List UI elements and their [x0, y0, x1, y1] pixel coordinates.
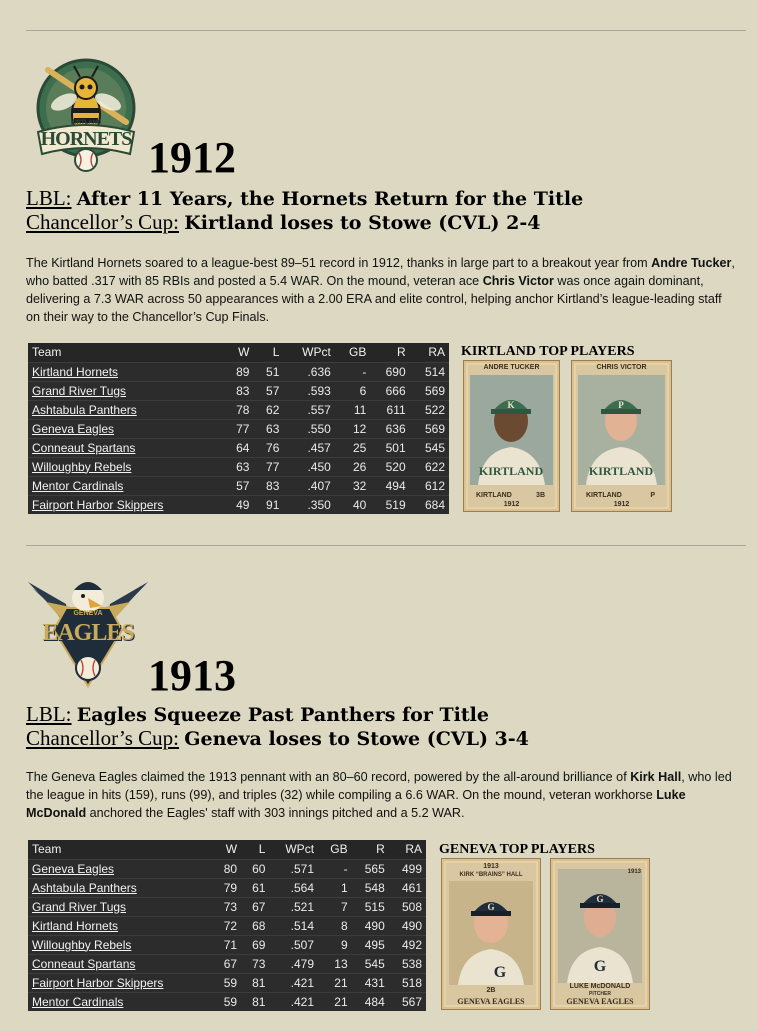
stat-cell-ra: 545	[410, 438, 449, 457]
svg-text:G: G	[493, 964, 507, 981]
svg-text:K: K	[507, 400, 515, 410]
table-row	[28, 992, 426, 1011]
column-header-wpct: WPct	[283, 343, 334, 362]
stat-cell-ra: 518	[389, 973, 426, 992]
stat-cell-ra: 514	[410, 362, 449, 381]
card-year: 1912	[503, 501, 520, 508]
standings-table	[28, 343, 449, 514]
svg-text:G: G	[596, 894, 604, 904]
card-pos: 3B	[536, 492, 545, 499]
player-card-chris-victor[interactable]	[571, 360, 672, 512]
table-row	[28, 419, 449, 438]
stat-cell-gb: 7	[318, 897, 352, 916]
card-year: 1913	[483, 863, 499, 870]
table-row	[28, 859, 426, 878]
stat-cell-l: 81	[241, 992, 269, 1011]
team-link[interactable]: Kirtland Hornets	[32, 918, 119, 933]
stat-cell-l: 81	[241, 973, 269, 992]
table-row	[28, 476, 449, 495]
stat-cell-w: 72	[213, 916, 241, 935]
cup-headline	[26, 726, 529, 751]
card-team: KIRTLAND	[476, 492, 512, 499]
stat-cell-gb: 12	[335, 419, 371, 438]
stat-cell-ra: 492	[389, 935, 426, 954]
svg-text:G: G	[487, 902, 495, 912]
column-header-wpct: WPct	[269, 840, 318, 859]
column-header-r: R	[370, 343, 409, 362]
stat-cell-gb: 26	[335, 457, 371, 476]
card-name: ANDRE TUCKER	[483, 364, 540, 371]
column-header-l: L	[241, 840, 269, 859]
table-row	[28, 878, 426, 897]
team-cell	[28, 954, 213, 973]
stat-cell-wpct: .571	[269, 859, 318, 878]
card-role: PITCHER	[589, 991, 611, 997]
stat-cell-gb: 25	[335, 438, 371, 457]
season-summary	[26, 768, 738, 822]
team-cell	[28, 897, 213, 916]
card-name: LUKE McDONALD	[569, 983, 631, 990]
stat-cell-gb: 21	[318, 992, 352, 1011]
stat-cell-r: 666	[370, 381, 409, 400]
card-name: KIRK “BRAINS” HALL	[459, 872, 523, 878]
logo-city: KIRTLAND	[70, 120, 102, 126]
stat-cell-gb: -	[318, 859, 352, 878]
stat-cell-wpct: .521	[269, 897, 318, 916]
team-link[interactable]: Grand River Tugs	[32, 899, 127, 914]
cup-title: Geneva loses to Stowe (CVL) 3-4	[184, 728, 529, 750]
team-cell	[28, 476, 223, 495]
stat-cell-w: 57	[223, 476, 253, 495]
card-year: 1913	[627, 869, 641, 875]
team-cell	[28, 457, 223, 476]
stat-cell-wpct: .564	[269, 878, 318, 897]
stat-cell-wpct: .479	[269, 954, 318, 973]
stat-cell-ra: 461	[389, 878, 426, 897]
league-label: LBL:	[26, 186, 72, 210]
card-pos: 2B	[486, 987, 496, 994]
card-year: 1912	[613, 501, 630, 508]
stat-cell-w: 59	[213, 973, 241, 992]
stat-cell-w: 63	[223, 457, 253, 476]
player-portrait-icon	[572, 361, 671, 511]
stat-cell-wpct: .636	[283, 362, 334, 381]
stat-cell-gb: 40	[335, 495, 371, 514]
column-header-ra: RA	[389, 840, 426, 859]
section-divider	[26, 30, 746, 31]
column-header-ra: RA	[410, 343, 449, 362]
stat-cell-gb: 8	[318, 916, 352, 935]
league-label: LBL:	[26, 702, 72, 726]
player-name: Kirk Hall	[630, 770, 682, 784]
stat-cell-l: 91	[253, 495, 283, 514]
column-header-w: W	[213, 840, 241, 859]
cup-label: Chancellor’s Cup:	[26, 726, 180, 750]
season-year: 1912	[148, 133, 236, 182]
logo-team: HORNETS	[40, 128, 132, 150]
stat-cell-r: 494	[370, 476, 409, 495]
team-cell	[28, 859, 213, 878]
stat-cell-wpct: .514	[269, 916, 318, 935]
table-row	[28, 973, 426, 992]
cup-label: Chancellor’s Cup:	[26, 210, 180, 234]
summary-text: , who led the league in hits (159), runs (99), and triples (32) while compiling a 6.6 WAR. On the mound, veteran workhorse	[26, 770, 732, 802]
team-link[interactable]: Mentor Cardinals	[32, 994, 124, 1009]
stat-cell-w: 89	[223, 362, 253, 381]
stat-cell-ra: 569	[410, 381, 449, 400]
geneva-eagles-logo	[26, 568, 150, 690]
stat-cell-ra: 490	[389, 916, 426, 935]
team-link[interactable]: Conneaut Spartans	[32, 440, 136, 455]
card-name: CHRIS VICTOR	[596, 364, 647, 371]
team-link[interactable]: Kirtland Hornets	[32, 364, 119, 379]
player-name: Chris Victor	[482, 274, 554, 288]
column-header-gb: GB	[318, 840, 352, 859]
player-name: Andre Tucker	[651, 256, 732, 270]
stat-cell-ra: 499	[389, 859, 426, 878]
team-cell	[28, 495, 223, 514]
team-cell	[28, 400, 223, 419]
table-row	[28, 495, 449, 514]
stat-cell-r: 490	[352, 916, 389, 935]
stat-cell-wpct: .593	[283, 381, 334, 400]
table-header-row	[28, 343, 449, 362]
column-header-team: Team	[28, 840, 213, 859]
summary-text: The Geneva Eagles claimed the 1913 pennant with an 80–60 record, powered by the all-around brilliance of	[26, 770, 631, 784]
stat-cell-l: 63	[253, 419, 283, 438]
stat-cell-wpct: .550	[283, 419, 334, 438]
stat-cell-gb: 9	[318, 935, 352, 954]
team-link[interactable]: Willoughby Rebels	[32, 459, 132, 474]
team-cell	[28, 935, 213, 954]
stat-cell-ra: 622	[410, 457, 449, 476]
stat-cell-w: 59	[213, 992, 241, 1011]
stat-cell-r: 520	[370, 457, 409, 476]
table-row	[28, 935, 426, 954]
stat-cell-l: 76	[253, 438, 283, 457]
table-row	[28, 362, 449, 381]
player-portrait-icon	[464, 361, 559, 511]
stat-cell-ra: 522	[410, 400, 449, 419]
section-divider	[26, 545, 746, 546]
stat-cell-wpct: .407	[283, 476, 334, 495]
summary-text: was once again dominant, delivering a 7.3 WAR across 50 appearances with a 2.00 ERA and elite control, helping anchor Kirtland’s league-leading staff on their way to the Chancellor’s Cup Finals.	[26, 274, 722, 324]
team-link[interactable]: Conneaut Spartans	[32, 956, 136, 971]
card-pos: P	[650, 492, 655, 499]
card-team: GENEVA EAGLES	[566, 997, 634, 1006]
table-row	[28, 897, 426, 916]
stat-cell-l: 68	[241, 916, 269, 935]
stat-cell-gb: 6	[335, 381, 371, 400]
column-header-r: R	[352, 840, 389, 859]
standings-table	[28, 840, 426, 1011]
table-header-row	[28, 840, 426, 859]
team-cell	[28, 973, 213, 992]
stat-cell-r: 515	[352, 897, 389, 916]
stat-cell-l: 51	[253, 362, 283, 381]
top-players-title: GENEVA TOP PLAYERS	[439, 842, 595, 857]
stat-cell-r: 690	[370, 362, 409, 381]
stat-cell-gb: 1	[318, 878, 352, 897]
stat-cell-l: 61	[241, 878, 269, 897]
team-link[interactable]: Grand River Tugs	[32, 383, 127, 398]
table-row	[28, 400, 449, 419]
stat-cell-r: 501	[370, 438, 409, 457]
stat-cell-wpct: .457	[283, 438, 334, 457]
stat-cell-wpct: .421	[269, 992, 318, 1011]
card-team: GENEVA EAGLES	[457, 997, 525, 1006]
card-team: KIRTLAND	[586, 492, 622, 499]
stat-cell-w: 67	[213, 954, 241, 973]
stat-cell-w: 64	[223, 438, 253, 457]
svg-text:KIRTLAND: KIRTLAND	[478, 464, 544, 478]
summary-text: , who batted .317 with 85 RBIs and posted a 5.4 WAR. On the mound, veteran ace	[26, 256, 735, 288]
svg-text:KIRTLAND: KIRTLAND	[588, 464, 654, 478]
stat-cell-gb: 13	[318, 954, 352, 973]
stat-cell-l: 57	[253, 381, 283, 400]
stat-cell-wpct: .507	[269, 935, 318, 954]
cup-headline	[26, 210, 540, 235]
league-headline	[26, 702, 489, 727]
svg-text:P: P	[618, 400, 624, 410]
stat-cell-l: 77	[253, 457, 283, 476]
kirtland-hornets-logo	[30, 52, 142, 176]
stat-cell-gb: 11	[335, 400, 371, 419]
season-year: 1913	[148, 651, 236, 700]
stat-cell-r: 495	[352, 935, 389, 954]
stat-cell-r: 545	[352, 954, 389, 973]
stat-cell-r: 484	[352, 992, 389, 1011]
team-cell	[28, 419, 223, 438]
stat-cell-ra: 684	[410, 495, 449, 514]
stat-cell-wpct: .350	[283, 495, 334, 514]
stat-cell-l: 73	[241, 954, 269, 973]
stat-cell-r: 548	[352, 878, 389, 897]
column-header-team: Team	[28, 343, 223, 362]
stat-cell-ra: 569	[410, 419, 449, 438]
team-link[interactable]: Ashtabula Panthers	[32, 880, 137, 895]
stat-cell-r: 431	[352, 973, 389, 992]
stat-cell-gb: -	[335, 362, 371, 381]
stat-cell-w: 83	[223, 381, 253, 400]
team-cell	[28, 438, 223, 457]
stat-cell-wpct: .557	[283, 400, 334, 419]
table-row	[28, 381, 449, 400]
team-cell	[28, 916, 213, 935]
summary-text: The Kirtland Hornets soared to a league-best 89–51 record in 1912, thanks in large part to a breakout year from	[26, 256, 652, 270]
stat-cell-w: 77	[223, 419, 253, 438]
svg-text:G: G	[593, 958, 607, 975]
league-title: Eagles Squeeze Past Panthers for Title	[76, 704, 489, 726]
league-headline	[26, 186, 583, 211]
stat-cell-w: 49	[223, 495, 253, 514]
logo-team: EAGLES	[42, 620, 134, 646]
team-cell	[28, 878, 213, 897]
season-summary	[26, 254, 738, 326]
logo-city: GENEVA	[73, 610, 103, 617]
team-cell	[28, 362, 223, 381]
stat-cell-wpct: .421	[269, 973, 318, 992]
team-link[interactable]: Willoughby Rebels	[32, 937, 132, 952]
cup-title: Kirtland loses to Stowe (CVL) 2-4	[184, 212, 541, 234]
stat-cell-ra: 508	[389, 897, 426, 916]
table-row	[28, 916, 426, 935]
stat-cell-l: 60	[241, 859, 269, 878]
team-link[interactable]: Geneva Eagles	[32, 421, 115, 436]
stat-cell-w: 71	[213, 935, 241, 954]
team-link[interactable]: Geneva Eagles	[32, 861, 115, 876]
column-header-w: W	[223, 343, 253, 362]
stat-cell-w: 73	[213, 897, 241, 916]
stat-cell-l: 83	[253, 476, 283, 495]
column-header-l: L	[253, 343, 283, 362]
stat-cell-gb: 32	[335, 476, 371, 495]
team-link[interactable]: Ashtabula Panthers	[32, 402, 137, 417]
stat-cell-r: 636	[370, 419, 409, 438]
top-players-title: KIRTLAND TOP PLAYERS	[461, 344, 635, 359]
table-row	[28, 438, 449, 457]
stat-cell-r: 565	[352, 859, 389, 878]
player-card-kirk-hall[interactable]	[441, 858, 541, 1010]
team-link[interactable]: Fairport Harbor Skippers	[32, 975, 164, 990]
table-row	[28, 457, 449, 476]
stat-cell-wpct: .450	[283, 457, 334, 476]
stat-cell-l: 67	[241, 897, 269, 916]
league-title: After 11 Years, the Hornets Return for the Title	[76, 188, 584, 210]
player-name: Luke McDonald	[26, 788, 686, 820]
stat-cell-l: 62	[253, 400, 283, 419]
team-cell	[28, 381, 223, 400]
player-card-andre-tucker[interactable]	[463, 360, 560, 512]
stat-cell-ra: 612	[410, 476, 449, 495]
stat-cell-r: 611	[370, 400, 409, 419]
hornet-icon	[30, 52, 142, 176]
stat-cell-r: 519	[370, 495, 409, 514]
stat-cell-w: 80	[213, 859, 241, 878]
team-link[interactable]: Mentor Cardinals	[32, 478, 124, 493]
stat-cell-w: 78	[223, 400, 253, 419]
stat-cell-ra: 538	[389, 954, 426, 973]
table-row	[28, 954, 426, 973]
stat-cell-ra: 567	[389, 992, 426, 1011]
column-header-gb: GB	[335, 343, 371, 362]
summary-text: anchored the Eagles' staff with 303 innings pitched and a 5.2 WAR.	[86, 806, 465, 820]
team-link[interactable]: Fairport Harbor Skippers	[32, 497, 164, 512]
stat-cell-gb: 21	[318, 973, 352, 992]
player-card-luke-mcdonald[interactable]	[550, 858, 650, 1010]
stat-cell-l: 69	[241, 935, 269, 954]
stat-cell-w: 79	[213, 878, 241, 897]
team-cell	[28, 992, 213, 1011]
